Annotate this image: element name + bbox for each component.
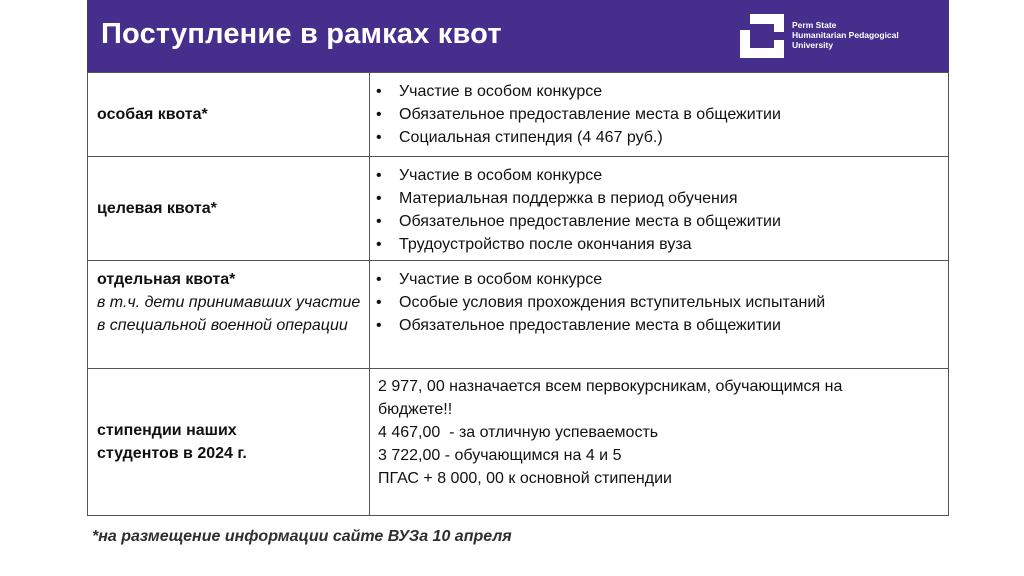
list-item: • Участие в особом конкурсе (376, 164, 948, 187)
category-cell (88, 369, 370, 516)
category-cell (88, 157, 370, 261)
list-item: • Обязательное предоставление места в общежитии (376, 314, 948, 337)
header-banner (87, 0, 949, 72)
category-cell (88, 261, 370, 369)
university-name-line: Perm State (792, 20, 837, 30)
table-row (88, 369, 949, 516)
quota-table (87, 72, 949, 516)
scholarship-line: ПГАС + 8 000, 00 к основной стипендии (378, 470, 672, 487)
list-item: • Трудоустройство после окончания вуза (376, 233, 948, 256)
category-label: целевая квота* (97, 200, 217, 217)
benefits-list (370, 73, 948, 153)
university-logo-icon (738, 12, 786, 60)
list-item: • Социальная стипендия (4 467 руб.) (376, 126, 948, 149)
university-name-line: University (792, 40, 834, 50)
list-item: • Обязательное предоставление места в общежитии (376, 103, 948, 126)
benefits-list (370, 157, 948, 260)
table-row (88, 261, 949, 369)
benefits-cell (370, 73, 949, 157)
footnote: *на размещение информации сайте ВУЗа 10 апреля (92, 528, 512, 545)
benefits-list (370, 261, 948, 341)
benefits-cell (370, 157, 949, 261)
scholarship-line: 3 722,00 - обучающимся на 4 и 5 (378, 447, 622, 464)
table-row (88, 157, 949, 261)
university-name-line: Humanitarian Pedagogical (792, 30, 899, 40)
category-label: особая квота* (97, 106, 208, 123)
table-row (88, 73, 949, 157)
category-cell (88, 73, 370, 157)
list-item: • Особые условия прохождения вступительных испытаний (376, 291, 948, 314)
page-title: Поступление в рамках квот (101, 18, 502, 50)
list-item: • Материальная поддержка в период обучения (376, 187, 948, 210)
list-item: • Обязательное предоставление места в общежитии (376, 210, 948, 233)
benefits-cell (370, 261, 949, 369)
list-item: • Участие в особом конкурсе (376, 80, 948, 103)
scholarship-text (370, 369, 948, 494)
category-label: стипендии наших студентов в 2024 г. (97, 422, 247, 462)
category-note: в т.ч. дети принимавших участие в специальной военной операции (97, 294, 361, 334)
university-name (792, 20, 899, 50)
scholarship-line: бюджете!! (378, 401, 453, 418)
scholarship-line: 2 977, 00 назначается всем первокурсникам, обучающимся на (378, 378, 843, 395)
scholarship-cell (370, 369, 949, 516)
list-item: • Участие в особом конкурсе (376, 268, 948, 291)
category-label: отдельная квота* (97, 271, 236, 288)
scholarship-line: 4 467,00 - за отличную успеваемость (378, 424, 659, 441)
